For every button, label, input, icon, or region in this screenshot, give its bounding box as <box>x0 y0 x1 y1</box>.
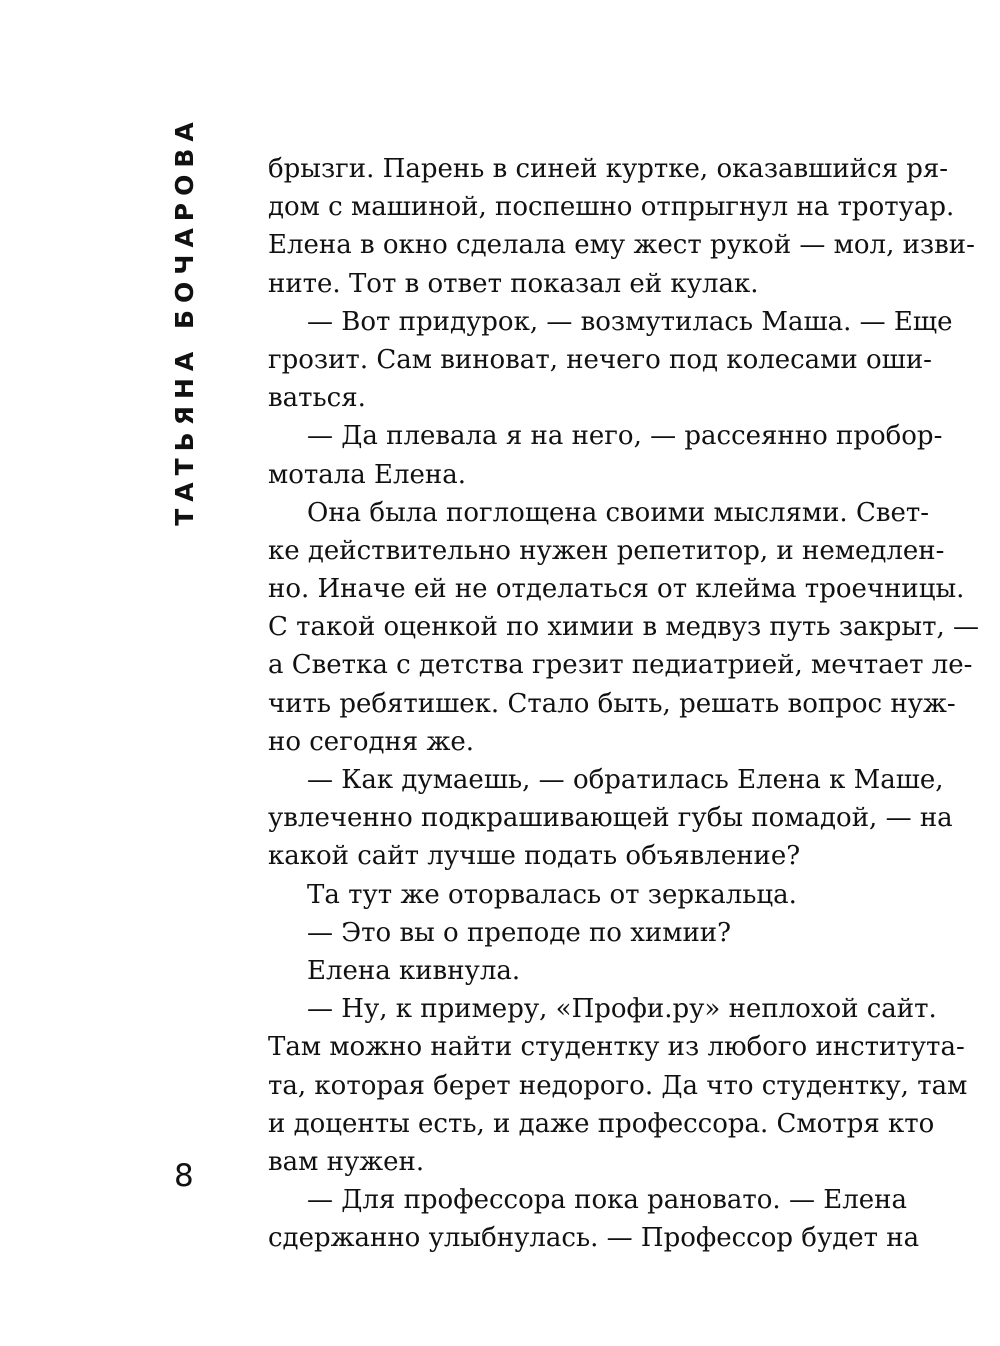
text-line: грозит. Сам виноват, нечего под колесами оши- <box>268 344 932 375</box>
text-line: ваться. <box>268 383 366 414</box>
text-line: — Как думаешь, — обратилась Елена к Маше, <box>307 765 944 795</box>
running-head <box>158 114 210 526</box>
text-line: ке действительно нужен репетитор, и немедлен- <box>268 535 945 566</box>
text-line: Та тут же оторвалась от зеркальца. <box>307 879 797 910</box>
text-line: — Ну, к примеру, «Профи.ру» неплохой сайт. <box>307 994 937 1025</box>
text-line: но. Иначе ей не отделаться от клейма троечницы. <box>268 574 965 605</box>
text-line: какой сайт лучше подать объявление? <box>268 841 801 872</box>
text-line: увлеченно подкрашивающей губы помадой, — на <box>268 803 953 834</box>
text-line: дом с машиной, поспешно отпрыгнул на тротуар. <box>268 192 955 223</box>
text-line: ните. Тот в ответ показал ей кулак. <box>268 268 759 299</box>
text-line: С такой оценкой по химии в медвуз путь закрыт, — <box>268 612 980 643</box>
text-line: Она была поглощена своими мыслями. Свет- <box>307 497 930 528</box>
text-line: мотала Елена. <box>268 459 467 490</box>
page-number: 8 <box>174 1158 194 1194</box>
body-text <box>268 150 980 1257</box>
text-line: а Светка с детства грезит педиатрией, мечтает ле- <box>268 650 973 681</box>
text-line: та, которая берет недорого. Да что студентку, там <box>268 1070 968 1101</box>
text-line: Елена в окно сделала ему жест рукой — мол, изви- <box>268 230 975 261</box>
author-name: ТАТЬЯНА БОЧАРОВА <box>169 114 199 526</box>
text-line: — Да плевала я на него, — рассеянно пробор- <box>307 421 943 452</box>
text-line: — Вот придурок, — возмутилась Маша. — Еще <box>307 306 953 337</box>
text-line: — Это вы о преподе по химии? <box>307 917 732 948</box>
text-line: — Для профессора пока рановато. — Елена <box>307 1185 907 1216</box>
text-line: вам нужен. <box>268 1146 425 1177</box>
text-line: Елена кивнула. <box>307 955 521 986</box>
text-line: но сегодня же. <box>268 726 475 757</box>
text-line: брызги. Парень в синей куртке, оказавшийся ря- <box>268 154 949 184</box>
text-line: Там можно найти студентку из любого института- <box>268 1032 965 1063</box>
text-line: и доценты есть, и даже профессора. Смотря кто <box>268 1108 935 1139</box>
text-line: сдержанно улыбнулась. — Профессор будет на <box>268 1223 920 1254</box>
text-line: чить ребятишек. Стало быть, решать вопрос нуж- <box>268 688 956 719</box>
